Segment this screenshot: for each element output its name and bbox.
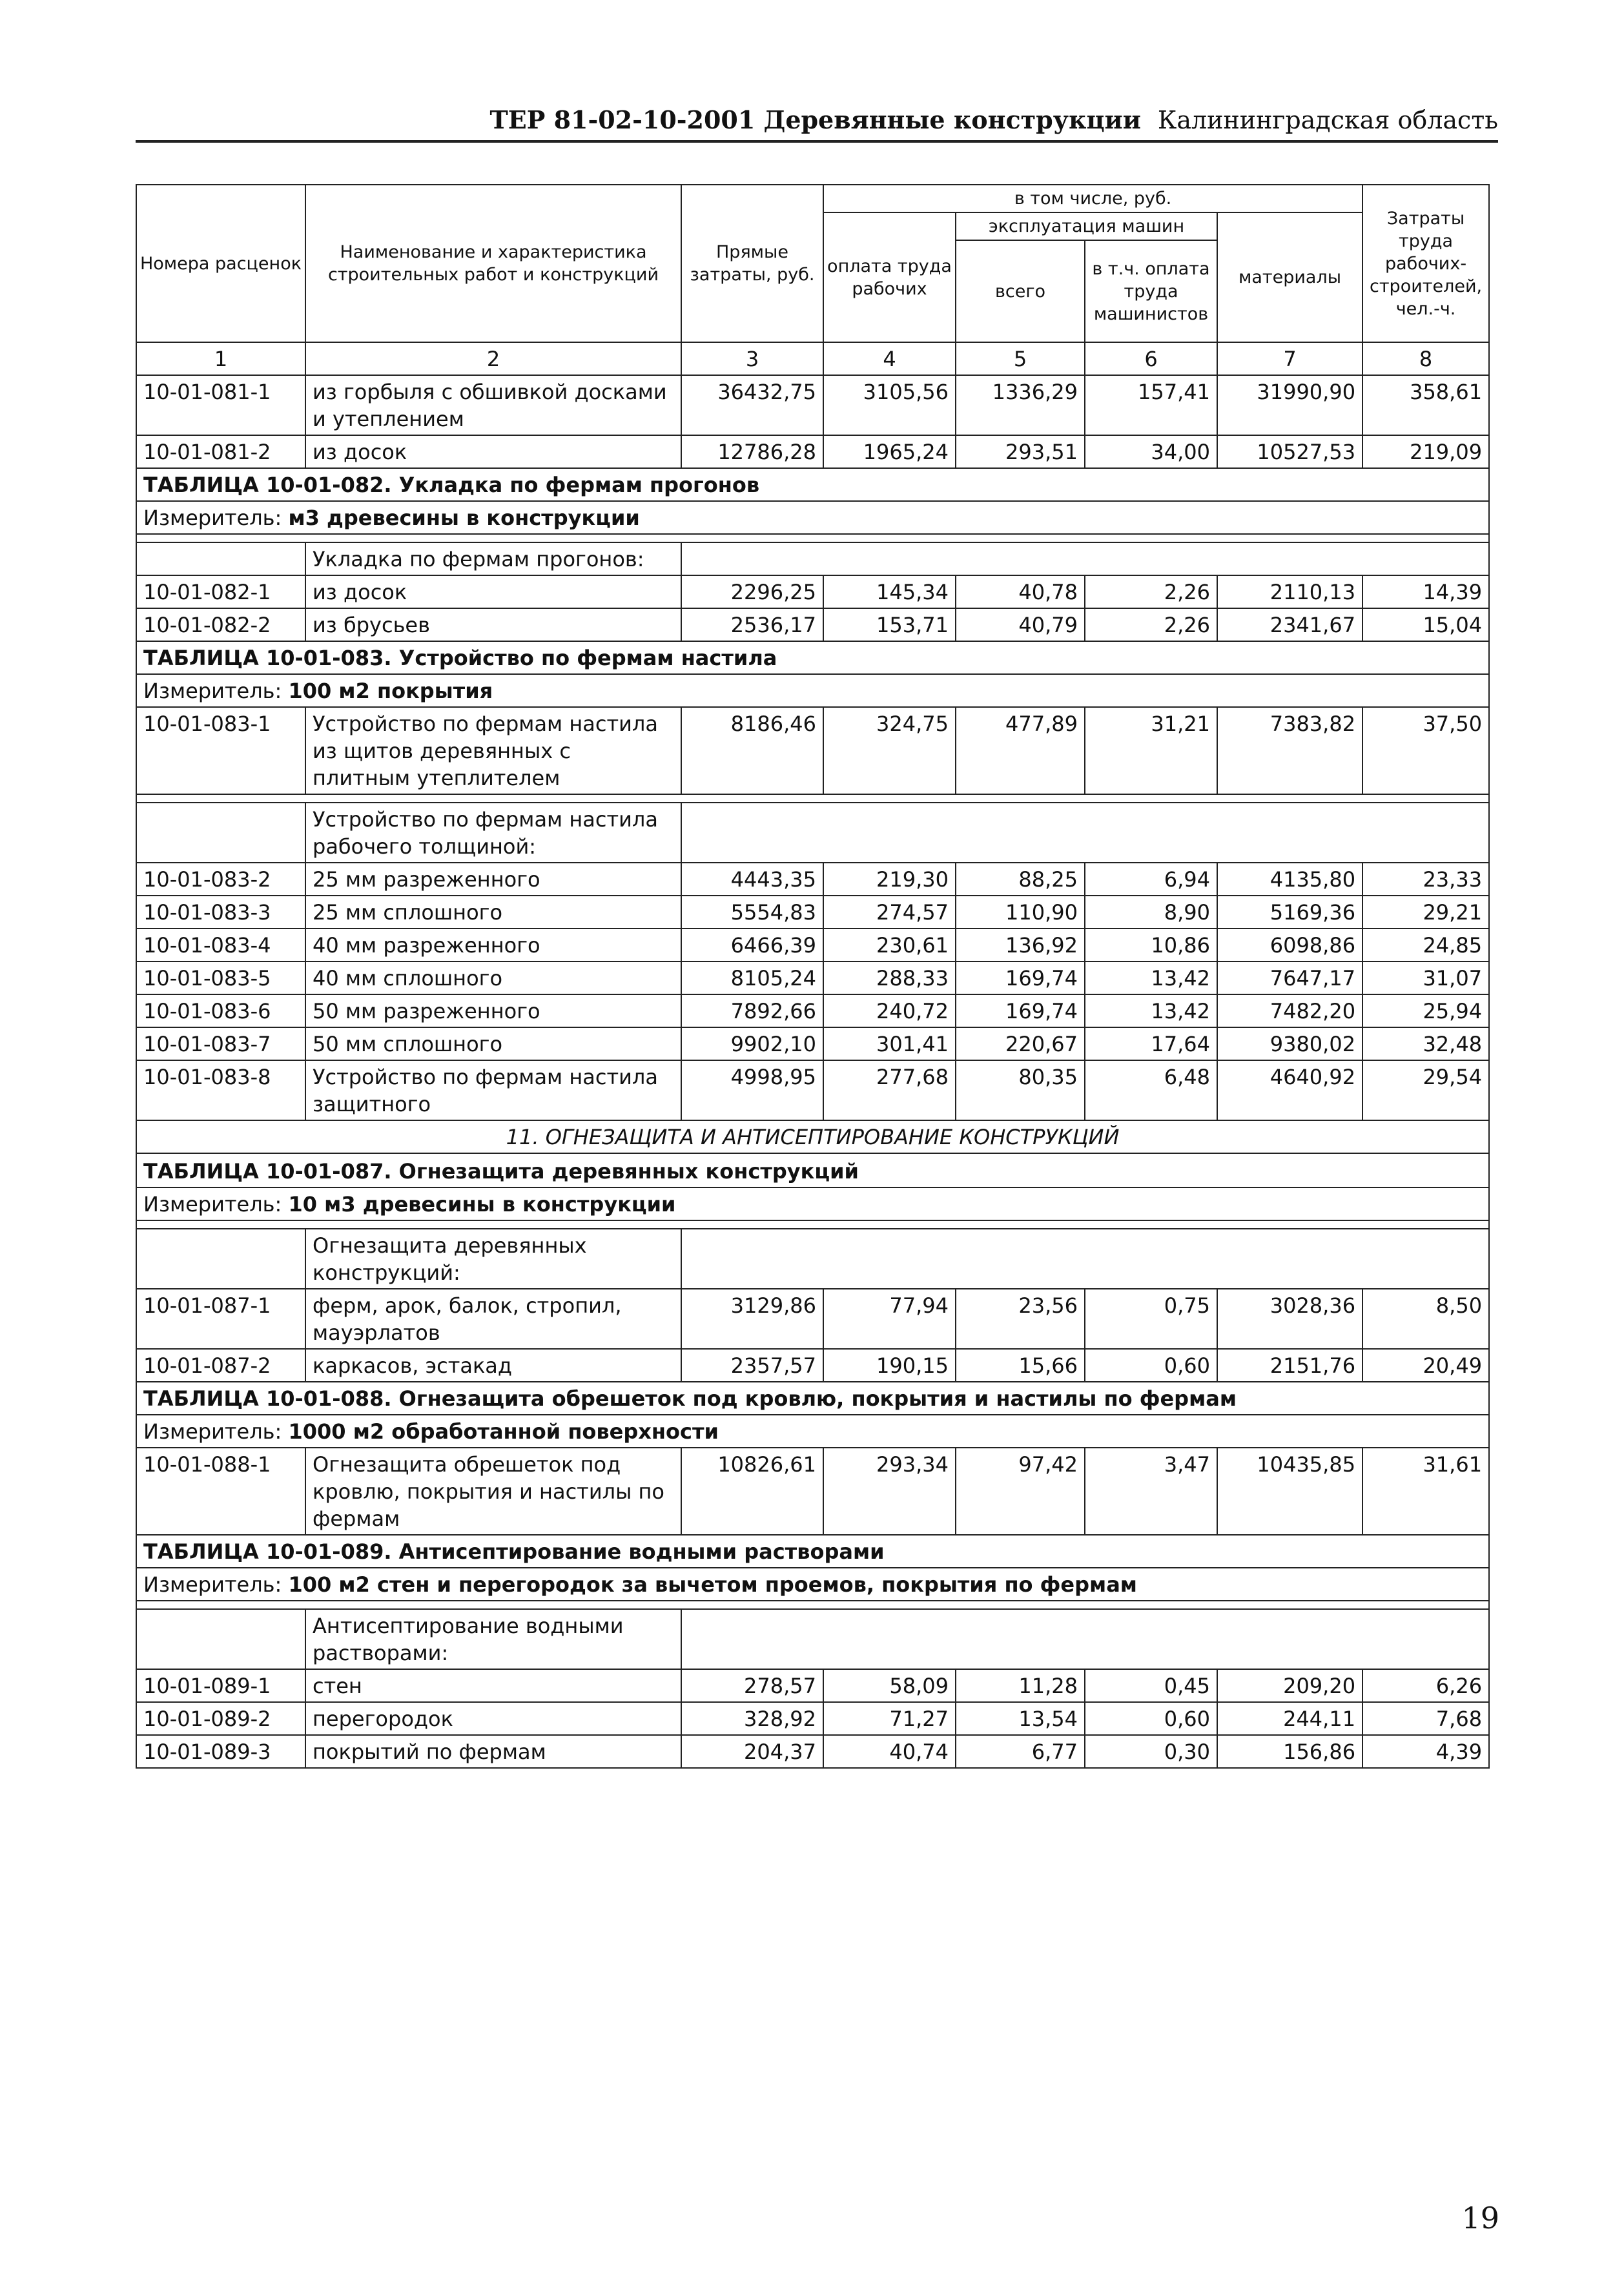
spacer bbox=[136, 1220, 1489, 1229]
col-index: 4 bbox=[823, 342, 956, 375]
spacer bbox=[136, 534, 1489, 542]
direct-cost: 3129,86 bbox=[681, 1289, 823, 1349]
spacer-row bbox=[136, 794, 1489, 803]
table-title: ТАБЛИЦА 10-01-089. Антисептирование водными растворами bbox=[136, 1535, 1489, 1568]
group-label: Укладка по фермам прогонов: bbox=[305, 542, 681, 575]
table-row bbox=[136, 1735, 1489, 1768]
materials-cost: 5169,36 bbox=[1217, 896, 1362, 929]
measure-row bbox=[136, 674, 1489, 707]
rate-name: 50 мм разреженного bbox=[305, 994, 681, 1027]
table-title-row bbox=[136, 468, 1489, 501]
table-row bbox=[136, 863, 1489, 896]
spacer-row bbox=[136, 1220, 1489, 1229]
labor-hours: 31,07 bbox=[1362, 961, 1489, 994]
machines-cost: 110,90 bbox=[956, 896, 1085, 929]
machines-cost: 169,74 bbox=[956, 994, 1085, 1027]
table-row bbox=[136, 961, 1489, 994]
machinists-cost: 0,45 bbox=[1085, 1669, 1217, 1702]
direct-cost: 8105,24 bbox=[681, 961, 823, 994]
rate-code: 10-01-087-2 bbox=[136, 1349, 305, 1382]
rate-name: стен bbox=[305, 1669, 681, 1702]
rate-code: 10-01-083-2 bbox=[136, 863, 305, 896]
materials-cost: 7647,17 bbox=[1217, 961, 1362, 994]
measure-row bbox=[136, 501, 1489, 534]
machines-cost: 477,89 bbox=[956, 707, 1085, 794]
rate-code: 10-01-081-1 bbox=[136, 375, 305, 435]
rate-name: покрытий по фермам bbox=[305, 1735, 681, 1768]
rate-name: из досок bbox=[305, 435, 681, 468]
wages-cost: 3105,56 bbox=[823, 375, 956, 435]
materials-cost: 244,11 bbox=[1217, 1702, 1362, 1735]
materials-cost: 7482,20 bbox=[1217, 994, 1362, 1027]
rates-document bbox=[136, 184, 1488, 1769]
labor-hours: 37,50 bbox=[1362, 707, 1489, 794]
group-label-row bbox=[136, 803, 1489, 863]
wages-cost: 190,15 bbox=[823, 1349, 956, 1382]
materials-cost: 209,20 bbox=[1217, 1669, 1362, 1702]
direct-cost: 2357,57 bbox=[681, 1349, 823, 1382]
machines-cost: 15,66 bbox=[956, 1349, 1085, 1382]
empty-values-cell bbox=[681, 542, 1489, 575]
labor-hours: 7,68 bbox=[1362, 1702, 1489, 1735]
rate-name: Устройство по фермам настила из щитов деревянных с плитным утеплителем bbox=[305, 707, 681, 794]
col-header-direct: Прямые затраты, руб. bbox=[681, 185, 823, 342]
empty-code-cell bbox=[136, 1609, 305, 1669]
machinists-cost: 8,90 bbox=[1085, 896, 1217, 929]
table-row bbox=[136, 375, 1489, 435]
labor-hours: 29,54 bbox=[1362, 1060, 1489, 1120]
labor-hours: 8,50 bbox=[1362, 1289, 1489, 1349]
labor-hours: 32,48 bbox=[1362, 1027, 1489, 1060]
machinists-cost: 34,00 bbox=[1085, 435, 1217, 468]
wages-cost: 1965,24 bbox=[823, 435, 956, 468]
spacer bbox=[136, 794, 1489, 803]
machinists-cost: 3,47 bbox=[1085, 1448, 1217, 1535]
rate-name: Устройство по фермам настила защитного bbox=[305, 1060, 681, 1120]
rate-code: 10-01-082-1 bbox=[136, 575, 305, 608]
rate-name: из брусьев bbox=[305, 608, 681, 641]
materials-cost: 156,86 bbox=[1217, 1735, 1362, 1768]
direct-cost: 7892,66 bbox=[681, 994, 823, 1027]
table-row bbox=[136, 1060, 1489, 1120]
table-row bbox=[136, 1289, 1489, 1349]
measure-value: 1000 м2 обработанной поверхности bbox=[288, 1419, 719, 1444]
machinists-cost: 17,64 bbox=[1085, 1027, 1217, 1060]
materials-cost: 4640,92 bbox=[1217, 1060, 1362, 1120]
labor-hours: 219,09 bbox=[1362, 435, 1489, 468]
measure-unit bbox=[136, 1187, 1489, 1220]
wages-cost: 40,74 bbox=[823, 1735, 956, 1768]
machinists-cost: 0,60 bbox=[1085, 1349, 1217, 1382]
direct-cost: 2296,25 bbox=[681, 575, 823, 608]
measure-row bbox=[136, 1568, 1489, 1601]
wages-cost: 71,27 bbox=[823, 1702, 956, 1735]
group-label: Огнезащита деревянных конструкций: bbox=[305, 1229, 681, 1289]
wages-cost: 301,41 bbox=[823, 1027, 956, 1060]
table-title-row bbox=[136, 641, 1489, 674]
table-title-row bbox=[136, 1535, 1489, 1568]
col-header-machinists: в т.ч. оплата труда машинистов bbox=[1085, 240, 1217, 342]
empty-values-cell bbox=[681, 803, 1489, 863]
measure-value: 100 м2 покрытия bbox=[288, 679, 493, 703]
col-header-wages: оплата труда рабочих bbox=[823, 212, 956, 342]
measure-label: Измеритель: bbox=[143, 506, 282, 530]
direct-cost: 9902,10 bbox=[681, 1027, 823, 1060]
rate-name: 50 мм сплошного bbox=[305, 1027, 681, 1060]
group-label-row bbox=[136, 1229, 1489, 1289]
col-index: 1 bbox=[136, 342, 305, 375]
machines-cost: 80,35 bbox=[956, 1060, 1085, 1120]
group-label: Устройство по фермам настила рабочего толщиной: bbox=[305, 803, 681, 863]
machines-cost: 88,25 bbox=[956, 863, 1085, 896]
labor-hours: 31,61 bbox=[1362, 1448, 1489, 1535]
rate-name: из горбыля с обшивкой досками и утеплением bbox=[305, 375, 681, 435]
section-row bbox=[136, 1120, 1489, 1153]
table-row bbox=[136, 1702, 1489, 1735]
direct-cost: 6466,39 bbox=[681, 929, 823, 961]
rate-name: 25 мм сплошного bbox=[305, 896, 681, 929]
materials-cost: 10435,85 bbox=[1217, 1448, 1362, 1535]
machines-cost: 13,54 bbox=[956, 1702, 1085, 1735]
wages-cost: 277,68 bbox=[823, 1060, 956, 1120]
table-row bbox=[136, 608, 1489, 641]
empty-values-cell bbox=[681, 1229, 1489, 1289]
direct-cost: 2536,17 bbox=[681, 608, 823, 641]
col-index: 6 bbox=[1085, 342, 1217, 375]
empty-code-cell bbox=[136, 1229, 305, 1289]
direct-cost: 4998,95 bbox=[681, 1060, 823, 1120]
machines-cost: 220,67 bbox=[956, 1027, 1085, 1060]
table-title-row bbox=[136, 1153, 1489, 1187]
measure-label: Измеритель: bbox=[143, 1192, 282, 1217]
rate-name: 40 мм сплошного bbox=[305, 961, 681, 994]
rate-code: 10-01-083-1 bbox=[136, 707, 305, 794]
col-index: 3 bbox=[681, 342, 823, 375]
measure-unit bbox=[136, 674, 1489, 707]
rate-name: ферм, арок, балок, стропил, мауэрлатов bbox=[305, 1289, 681, 1349]
col-index: 5 bbox=[956, 342, 1085, 375]
running-header bbox=[136, 100, 1498, 143]
rate-code: 10-01-089-3 bbox=[136, 1735, 305, 1768]
table-title: ТАБЛИЦА 10-01-082. Укладка по фермам прогонов bbox=[136, 468, 1489, 501]
materials-cost: 3028,36 bbox=[1217, 1289, 1362, 1349]
materials-cost: 31990,90 bbox=[1217, 375, 1362, 435]
measure-unit bbox=[136, 501, 1489, 534]
materials-cost: 10527,53 bbox=[1217, 435, 1362, 468]
machines-cost: 293,51 bbox=[956, 435, 1085, 468]
spacer-row bbox=[136, 534, 1489, 542]
machinists-cost: 6,94 bbox=[1085, 863, 1217, 896]
table-title-row bbox=[136, 1382, 1489, 1415]
table-row bbox=[136, 707, 1489, 794]
col-index: 7 bbox=[1217, 342, 1362, 375]
rate-code: 10-01-083-4 bbox=[136, 929, 305, 961]
measure-label: Измеритель: bbox=[143, 679, 282, 703]
direct-cost: 278,57 bbox=[681, 1669, 823, 1702]
rate-name: 40 мм разреженного bbox=[305, 929, 681, 961]
rate-code: 10-01-088-1 bbox=[136, 1448, 305, 1535]
rate-code: 10-01-082-2 bbox=[136, 608, 305, 641]
wages-cost: 145,34 bbox=[823, 575, 956, 608]
machinists-cost: 10,86 bbox=[1085, 929, 1217, 961]
table-row bbox=[136, 1448, 1489, 1535]
labor-hours: 6,26 bbox=[1362, 1669, 1489, 1702]
machines-cost: 1336,29 bbox=[956, 375, 1085, 435]
direct-cost: 36432,75 bbox=[681, 375, 823, 435]
table-row bbox=[136, 575, 1489, 608]
rate-code: 10-01-089-2 bbox=[136, 1702, 305, 1735]
machines-cost: 136,92 bbox=[956, 929, 1085, 961]
measure-value: м3 древесины в конструкции bbox=[288, 506, 640, 530]
wages-cost: 240,72 bbox=[823, 994, 956, 1027]
machines-cost: 6,77 bbox=[956, 1735, 1085, 1768]
empty-code-cell bbox=[136, 803, 305, 863]
materials-cost: 6098,86 bbox=[1217, 929, 1362, 961]
machines-cost: 97,42 bbox=[956, 1448, 1085, 1535]
machines-cost: 169,74 bbox=[956, 961, 1085, 994]
measure-row bbox=[136, 1415, 1489, 1448]
labor-hours: 15,04 bbox=[1362, 608, 1489, 641]
rate-code: 10-01-087-1 bbox=[136, 1289, 305, 1349]
direct-cost: 10826,61 bbox=[681, 1448, 823, 1535]
materials-cost: 7383,82 bbox=[1217, 707, 1362, 794]
labor-hours: 4,39 bbox=[1362, 1735, 1489, 1768]
labor-hours: 25,94 bbox=[1362, 994, 1489, 1027]
wages-cost: 58,09 bbox=[823, 1669, 956, 1702]
rate-code: 10-01-081-2 bbox=[136, 435, 305, 468]
table-title: ТАБЛИЦА 10-01-088. Огнезащита обрешеток под кровлю, покрытия и настилы по фермам bbox=[136, 1382, 1489, 1415]
wages-cost: 324,75 bbox=[823, 707, 956, 794]
spacer-row bbox=[136, 1601, 1489, 1609]
materials-cost: 9380,02 bbox=[1217, 1027, 1362, 1060]
group-label-row bbox=[136, 1609, 1489, 1669]
empty-values-cell bbox=[681, 1609, 1489, 1669]
machinists-cost: 2,26 bbox=[1085, 575, 1217, 608]
measure-label: Измеритель: bbox=[143, 1419, 282, 1444]
rate-name: из досок bbox=[305, 575, 681, 608]
machinists-cost: 2,26 bbox=[1085, 608, 1217, 641]
rate-code: 10-01-083-7 bbox=[136, 1027, 305, 1060]
table-row bbox=[136, 1669, 1489, 1702]
measure-value: 10 м3 древесины в конструкции bbox=[288, 1192, 676, 1217]
empty-code-cell bbox=[136, 542, 305, 575]
col-index: 2 bbox=[305, 342, 681, 375]
wages-cost: 153,71 bbox=[823, 608, 956, 641]
rate-code: 10-01-083-3 bbox=[136, 896, 305, 929]
section-title: 11. ОГНЕЗАЩИТА И АНТИСЕПТИРОВАНИЕ КОНСТРУКЦИЙ bbox=[136, 1120, 1489, 1153]
wages-cost: 230,61 bbox=[823, 929, 956, 961]
wages-cost: 219,30 bbox=[823, 863, 956, 896]
group-label-row bbox=[136, 542, 1489, 575]
machinists-cost: 13,42 bbox=[1085, 961, 1217, 994]
group-label: Антисептирование водными растворами: bbox=[305, 1609, 681, 1669]
direct-cost: 12786,28 bbox=[681, 435, 823, 468]
materials-cost: 2341,67 bbox=[1217, 608, 1362, 641]
measure-row bbox=[136, 1187, 1489, 1220]
machinists-cost: 0,60 bbox=[1085, 1702, 1217, 1735]
wages-cost: 293,34 bbox=[823, 1448, 956, 1535]
machinists-cost: 0,75 bbox=[1085, 1289, 1217, 1349]
wages-cost: 274,57 bbox=[823, 896, 956, 929]
direct-cost: 4443,35 bbox=[681, 863, 823, 896]
col-header-name: Наименование и характеристика строительных работ и конструкций bbox=[305, 185, 681, 342]
direct-cost: 5554,83 bbox=[681, 896, 823, 929]
measure-label: Измеритель: bbox=[143, 1572, 282, 1597]
table-row bbox=[136, 896, 1489, 929]
machinists-cost: 13,42 bbox=[1085, 994, 1217, 1027]
machines-cost: 11,28 bbox=[956, 1669, 1085, 1702]
rates-table bbox=[136, 184, 1490, 1769]
table-title: ТАБЛИЦА 10-01-083. Устройство по фермам настила bbox=[136, 641, 1489, 674]
rate-code: 10-01-083-6 bbox=[136, 994, 305, 1027]
rate-name: 25 мм разреженного bbox=[305, 863, 681, 896]
wages-cost: 77,94 bbox=[823, 1289, 956, 1349]
labor-hours: 358,61 bbox=[1362, 375, 1489, 435]
machinists-cost: 157,41 bbox=[1085, 375, 1217, 435]
materials-cost: 4135,80 bbox=[1217, 863, 1362, 896]
measure-unit bbox=[136, 1415, 1489, 1448]
labor-hours: 20,49 bbox=[1362, 1349, 1489, 1382]
machinists-cost: 6,48 bbox=[1085, 1060, 1217, 1120]
col-header-materials: материалы bbox=[1217, 212, 1362, 342]
table-row bbox=[136, 929, 1489, 961]
direct-cost: 8186,46 bbox=[681, 707, 823, 794]
table-title: ТАБЛИЦА 10-01-087. Огнезащита деревянных конструкций bbox=[136, 1153, 1489, 1187]
measure-unit bbox=[136, 1568, 1489, 1601]
wages-cost: 288,33 bbox=[823, 961, 956, 994]
column-header-row bbox=[136, 185, 1489, 212]
machinists-cost: 0,30 bbox=[1085, 1735, 1217, 1768]
spacer bbox=[136, 1601, 1489, 1609]
table-row bbox=[136, 1349, 1489, 1382]
direct-cost: 328,92 bbox=[681, 1702, 823, 1735]
document-title: ТЕР 81-02-10-2001 Деревянные конструкции bbox=[489, 105, 1141, 134]
labor-hours: 29,21 bbox=[1362, 896, 1489, 929]
table-row bbox=[136, 994, 1489, 1027]
labor-hours: 24,85 bbox=[1362, 929, 1489, 961]
rate-code: 10-01-083-5 bbox=[136, 961, 305, 994]
rate-code: 10-01-083-8 bbox=[136, 1060, 305, 1120]
rate-code: 10-01-089-1 bbox=[136, 1669, 305, 1702]
col-header-code: Номера расценок bbox=[136, 185, 305, 342]
col-header-labor: Затраты труда рабочих-строителей, чел.-ч. bbox=[1362, 185, 1489, 342]
materials-cost: 2151,76 bbox=[1217, 1349, 1362, 1382]
rate-name: перегородок bbox=[305, 1702, 681, 1735]
labor-hours: 14,39 bbox=[1362, 575, 1489, 608]
machines-cost: 40,79 bbox=[956, 608, 1085, 641]
col-header-incl: в том числе, руб. bbox=[823, 185, 1362, 212]
column-index-row bbox=[136, 342, 1489, 375]
col-header-machines-total: всего bbox=[956, 240, 1085, 342]
machinists-cost: 31,21 bbox=[1085, 707, 1217, 794]
direct-cost: 204,37 bbox=[681, 1735, 823, 1768]
col-index: 8 bbox=[1362, 342, 1489, 375]
col-header-machines: эксплуатация машин bbox=[956, 212, 1217, 240]
table-row bbox=[136, 435, 1489, 468]
labor-hours: 23,33 bbox=[1362, 863, 1489, 896]
machines-cost: 23,56 bbox=[956, 1289, 1085, 1349]
machines-cost: 40,78 bbox=[956, 575, 1085, 608]
materials-cost: 2110,13 bbox=[1217, 575, 1362, 608]
rate-name: Огнезащита обрешеток под кровлю, покрытия и настилы по фермам bbox=[305, 1448, 681, 1535]
table-row bbox=[136, 1027, 1489, 1060]
region-name: Калининградская область bbox=[1157, 106, 1498, 134]
measure-value: 100 м2 стен и перегородок за вычетом проемов, покрытия по фермам bbox=[288, 1572, 1137, 1597]
rate-name: каркасов, эстакад bbox=[305, 1349, 681, 1382]
page-number: 19 bbox=[1461, 2201, 1499, 2235]
